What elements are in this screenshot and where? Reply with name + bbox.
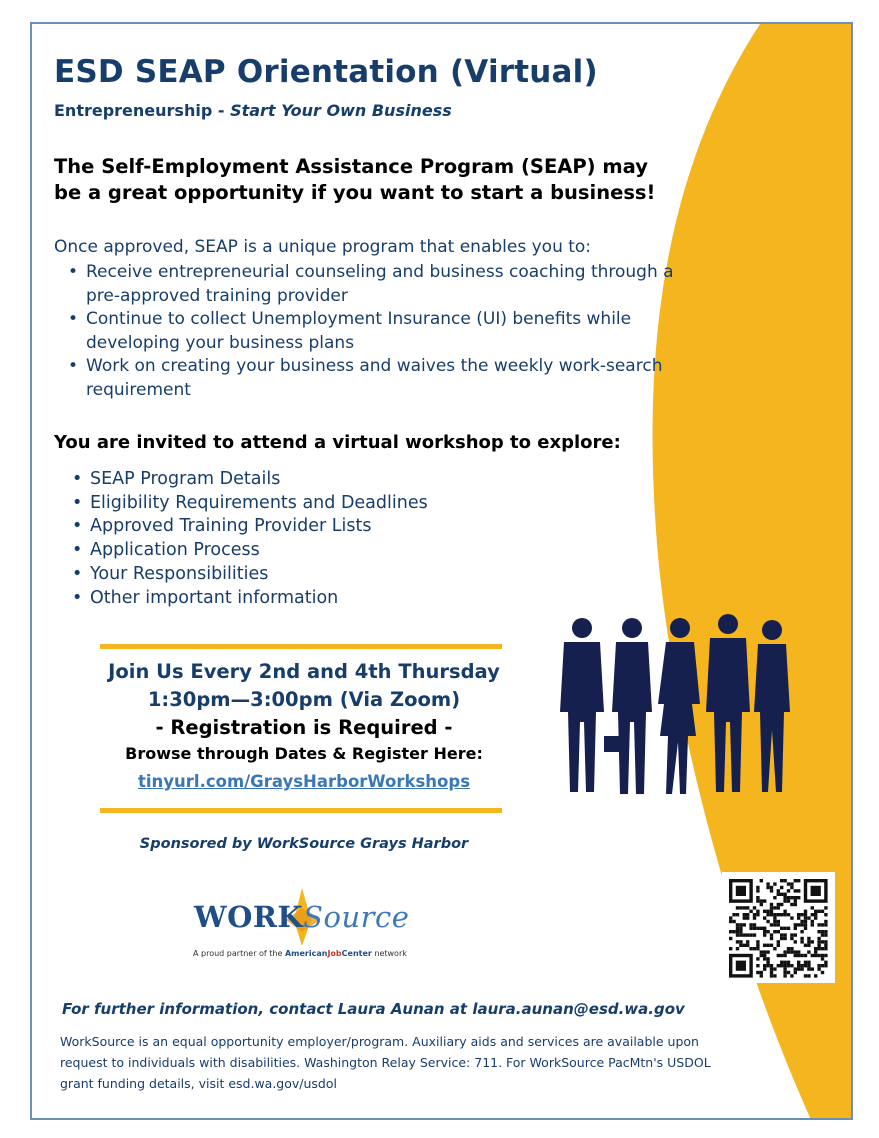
worksource-logo xyxy=(190,886,420,966)
sponsor-text: Sponsored by WorkSource Grays Harbor xyxy=(139,836,469,852)
list-item: • Other important information xyxy=(72,587,428,611)
event-details xyxy=(104,658,504,791)
tagline-job: Job xyxy=(327,949,342,958)
qr-code-icon[interactable] xyxy=(722,872,835,983)
benefits-intro: Once approved, SEAP is a unique program that enables you to: xyxy=(54,237,592,257)
subtitle-prefix: Entrepreneurship - xyxy=(54,101,231,120)
registration-notice: - Registration is Required - xyxy=(155,716,453,739)
page-title: ESD SEAP Orientation (Virtual) xyxy=(54,54,598,90)
list-item: • Approved Training Provider Lists xyxy=(72,515,428,539)
logo-wordmark xyxy=(194,900,409,934)
divider-bottom xyxy=(100,808,502,813)
registration-link[interactable]: tinyurl.com/GraysHarborWorkshops xyxy=(137,772,471,791)
list-item: • SEAP Program Details xyxy=(72,468,428,492)
workshop-topics-list xyxy=(72,468,428,610)
browse-dates-text: Browse through Dates & Register Here: xyxy=(125,744,483,763)
workshop-invite-heading: You are invited to attend a virtual workshop to explore: xyxy=(54,432,621,453)
subtitle-emphasis: Start Your Own Business xyxy=(230,101,452,120)
tagline-american: American xyxy=(284,949,328,958)
list-item: • Application Process xyxy=(72,539,428,563)
equal-opportunity-disclaimer: WorkSource is an equal opportunity employer/program. Auxiliary aids and services are available upon request to individuals with disabilities. Washington Relay Service: 711. For WorkSource PacMtn's USDOL grant funding details, visit esd.wa.gov/usdol xyxy=(60,1034,711,1091)
list-item: • Work on creating your business and waives the weekly work-search requirement xyxy=(68,355,688,402)
list-item: • Continue to collect Unemployment Insurance (UI) benefits while developing your business plans xyxy=(68,308,688,355)
divider-top xyxy=(100,644,502,649)
lead-statement: The Self-Employment Assistance Program (SEAP) may be a great opportunity if you want to start a business! xyxy=(54,155,656,204)
tagline-center: Center xyxy=(341,949,372,958)
business-people-silhouette-icon xyxy=(560,612,790,802)
logo-source: Source xyxy=(303,900,410,934)
list-item: • Eligibility Requirements and Deadlines xyxy=(72,492,428,516)
qr-code-graphic xyxy=(722,872,835,983)
subtitle xyxy=(54,101,452,120)
event-time: 1:30pm—3:00pm (Via Zoom) xyxy=(147,688,461,711)
benefits-list xyxy=(68,261,688,402)
list-item: • Receive entrepreneurial counseling and business coaching through a pre-approved training provider xyxy=(68,261,688,308)
flyer xyxy=(30,22,853,1120)
contact-info: For further information, contact Laura Aunan at laura.aunan@esd.wa.gov xyxy=(62,1000,685,1018)
event-schedule: Join Us Every 2nd and 4th Thursday xyxy=(108,660,500,683)
logo-work: WORK xyxy=(194,900,304,934)
tagline-suffix: network xyxy=(371,949,407,958)
logo-tagline xyxy=(193,949,407,958)
tagline-prefix: A proud partner of the xyxy=(193,949,285,958)
list-item: • Your Responsibilities xyxy=(72,563,428,587)
